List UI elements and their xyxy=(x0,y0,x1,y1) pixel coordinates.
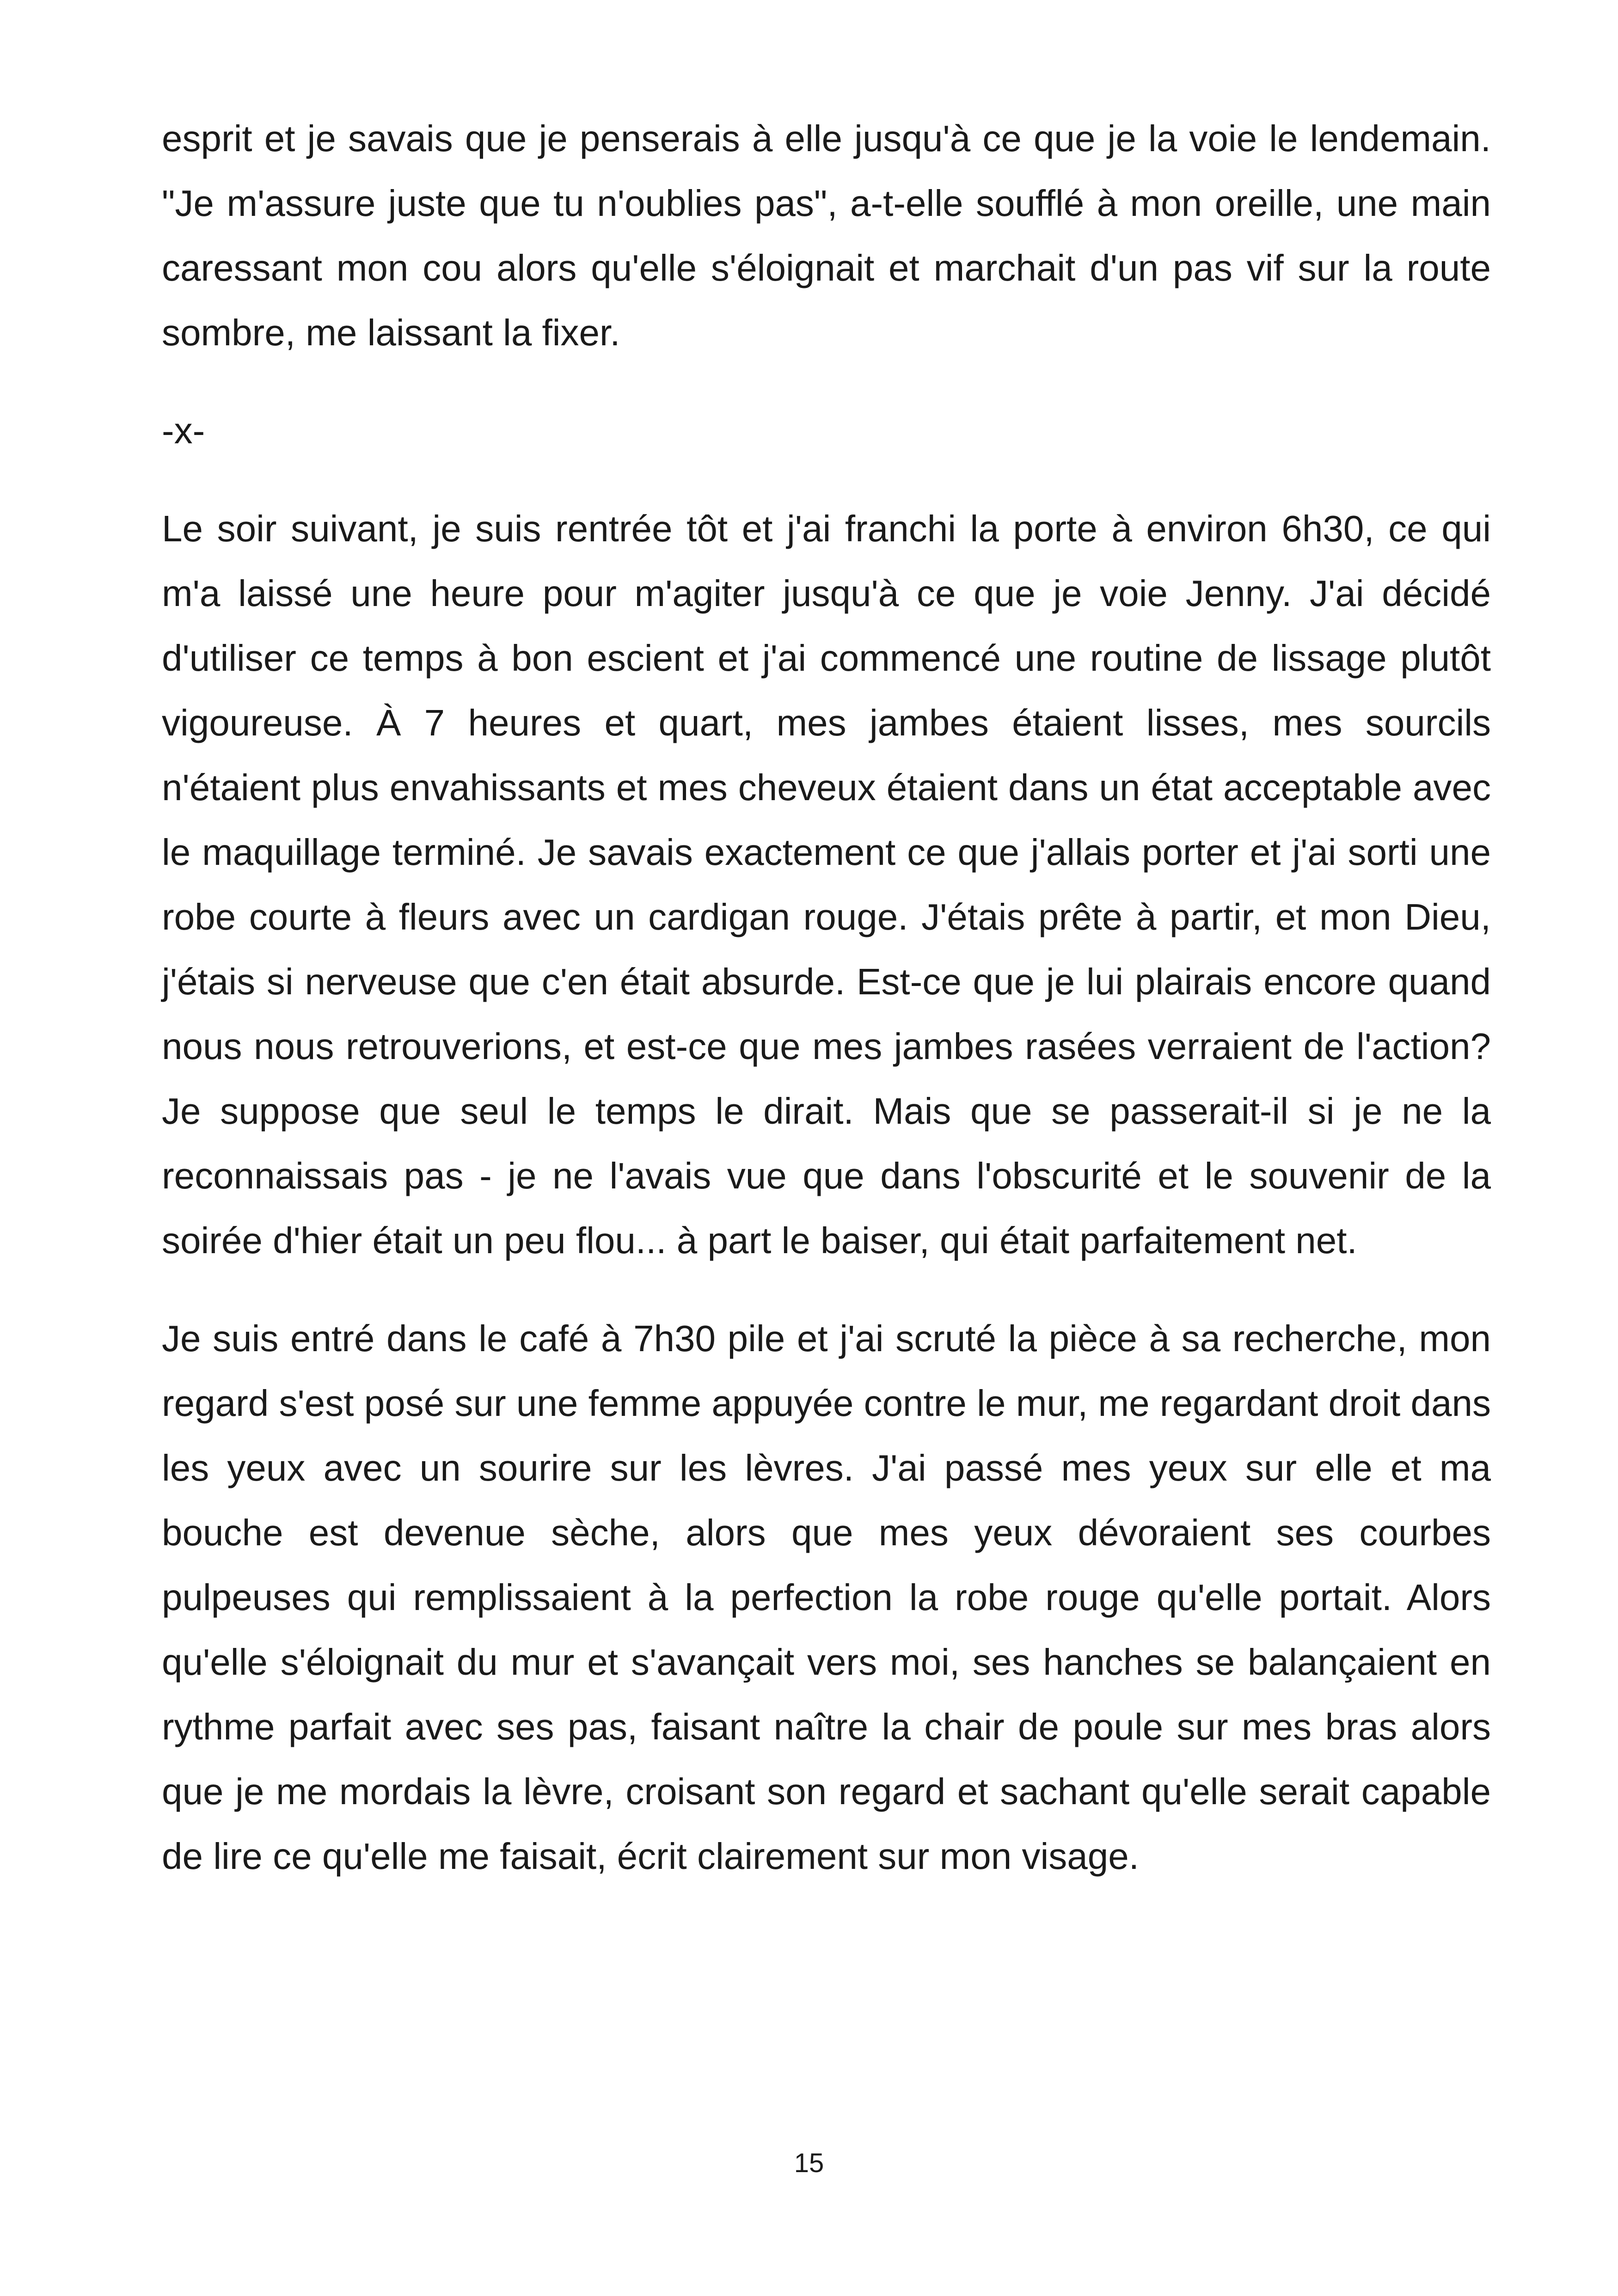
paragraph-3: Je suis entré dans le café à 7h30 pile et j'ai scruté la pièce à sa recherche, mon regard s'est posé sur une femme appuyée contre le mur, me regardant droit dans les yeux avec un sourire sur les lèvres. J'ai passé mes yeux sur elle et ma bouche est devenue sèche, alors que mes yeux dévoraient ses courbes pulpeuses qui remplissaient à la perfection la robe rouge qu'elle portait. Alors qu'elle s'éloignait du mur et s'avançait vers moi, ses hanches se balançaient en rythme parfait avec ses pas, faisant naître la chair de poule sur mes bras alors que je me mordais la lèvre, croisant son regard et sachant qu'elle serait capable de lire ce qu'elle me faisait, écrit clairement sur mon visage. xyxy=(162,1318,1491,1877)
page-number: 15 xyxy=(794,2148,824,2178)
paragraph-1: esprit et je savais que je penserais à elle jusqu'à ce que je la voie le lendemain. "Je m'assure juste que tu n'oublies pas", a-t-elle soufflé à mon oreille, une main caressant mon cou alors qu'elle s'éloignait et marchait d'un pas vif sur la route sombre, me laissant la fixer. xyxy=(162,118,1491,353)
body-text xyxy=(162,106,1491,1922)
section-separator: -x- xyxy=(162,410,205,451)
paragraph-2: Le soir suivant, je suis rentrée tôt et j'ai franchi la porte à environ 6h30, ce qui m'a laissé une heure pour m'agiter jusqu'à ce que je voie Jenny. J'ai décidé d'utiliser ce temps à bon escient et j'ai commencé une routine de lissage plutôt vigoureuse. À 7 heures et quart, mes jambes étaient lisses, mes sourcils n'étaient plus envahissants et mes cheveux étaient dans un état acceptable avec le maquillage terminé. Je savais exactement ce que j'allais porter et j'ai sorti une robe courte à fleurs avec un cardigan rouge. J'étais prête à partir, et mon Dieu, j'étais si nerveuse que c'en était absurde. Est-ce que je lui plairais encore quand nous nous retrouverions, et est-ce que mes jambes rasées verraient de l'action? Je suppose que seul le temps le dirait. Mais que se passerait-il si je ne la reconnaissais pas - je ne l'avais vue que dans l'obscurité et le souvenir de la soirée d'hier était un peu flou... à part le baiser, qui était parfaitement net. xyxy=(162,508,1491,1261)
